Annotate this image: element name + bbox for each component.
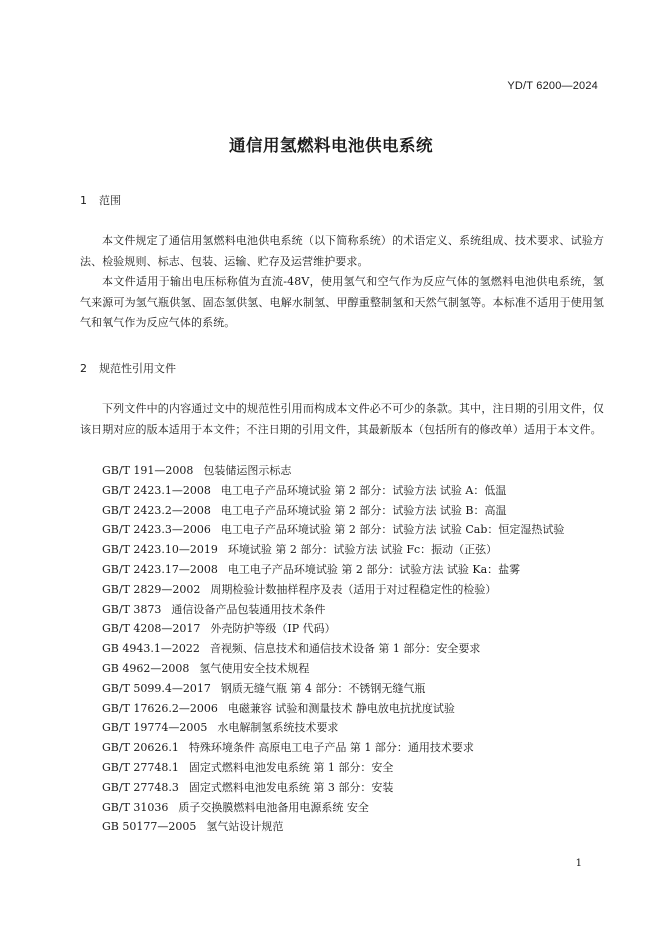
paragraph-references-intro: 下列文件中的内容通过文中的规范性引用而构成本文件必不可少的条款。其中，注日期的引用文件，仅该日期对应的版本适用于本文件；不注日期的引用文件，其最新版本（包括所有的修改单）适用于本文件。 bbox=[80, 402, 604, 436]
reference-item bbox=[102, 580, 602, 600]
reference-item bbox=[102, 501, 602, 521]
reference-item bbox=[102, 738, 602, 758]
reference-item bbox=[102, 817, 602, 837]
section-heading-scope bbox=[80, 192, 121, 208]
reference-title: 周期检验计数抽样程序及表（适用于对过程稳定性的检验） bbox=[210, 582, 497, 596]
reference-item bbox=[102, 461, 602, 481]
reference-item bbox=[102, 699, 602, 719]
reference-code: GB/T 19774—2005 bbox=[102, 721, 208, 735]
page-number: 1 bbox=[575, 858, 582, 869]
reference-item bbox=[102, 481, 602, 501]
reference-code: GB/T 17626.2—2006 bbox=[102, 701, 218, 715]
reference-item bbox=[102, 540, 602, 560]
reference-code: GB/T 2423.1—2008 bbox=[102, 483, 211, 497]
reference-code: GB 4943.1—2022 bbox=[102, 642, 200, 656]
reference-title: 电工电子产品环境试验 第 2 部分：试验方法 试验 Cab：恒定湿热试验 bbox=[220, 523, 565, 537]
reference-item bbox=[102, 778, 602, 798]
reference-item bbox=[102, 560, 602, 580]
reference-title: 电工电子产品环境试验 第 2 部分：试验方法 试验 A：低温 bbox=[220, 483, 507, 497]
reference-title: 电工电子产品环境试验 第 2 部分：试验方法 试验 B：高温 bbox=[220, 503, 507, 517]
section-title: 范围 bbox=[99, 194, 121, 207]
reference-title: 固定式燃料电池发电系统 第 3 部分：安装 bbox=[188, 780, 394, 794]
reference-item bbox=[102, 600, 602, 620]
section-title: 规范性引用文件 bbox=[99, 362, 176, 375]
reference-title: 电磁兼容 试验和测量技术 静电放电抗扰度试验 bbox=[227, 701, 455, 715]
reference-code: GB 50177—2005 bbox=[102, 820, 197, 834]
reference-title: 质子交换膜燃料电池备用电源系统 安全 bbox=[178, 800, 369, 814]
reference-code: GB/T 5099.4—2017 bbox=[102, 681, 211, 695]
reference-title: 水电解制氢系统技术要求 bbox=[217, 721, 339, 735]
reference-title: 环境试验 第 2 部分：试验方法 试验 Fc：振动（正弦） bbox=[227, 543, 498, 557]
paragraph-scope-1: 本文件规定了通信用氢燃料电池供电系统（以下简称系统）的术语定义、系统组成、技术要求、试验方法、检验规则、标志、包装、运输、贮存及运营维护要求。 bbox=[80, 234, 604, 268]
reference-code: GB/T 4208—2017 bbox=[102, 622, 201, 636]
reference-title: 音视频、信息技术和通信技术设备 第 1 部分：安全要求 bbox=[209, 642, 481, 656]
reference-item bbox=[102, 758, 602, 778]
reference-title: 通信设备产品包装通用技术条件 bbox=[171, 602, 326, 616]
reference-item bbox=[102, 659, 602, 679]
reference-item bbox=[102, 798, 602, 818]
page-title: 通信用氢燃料电池供电系统 bbox=[229, 136, 433, 155]
section-number: 1 bbox=[80, 194, 87, 207]
standard-code: YD/T 6200—2024 bbox=[507, 80, 598, 92]
reference-code: GB/T 2423.2—2008 bbox=[102, 503, 211, 517]
reference-code: GB/T 2423.3—2006 bbox=[102, 523, 211, 537]
reference-item bbox=[102, 639, 602, 659]
reference-code: GB/T 191—2008 bbox=[102, 464, 194, 477]
reference-title: 固定式燃料电池发电系统 第 1 部分：安全 bbox=[188, 760, 394, 774]
reference-code: GB/T 27748.3 bbox=[102, 780, 179, 794]
reference-title: 包装储运图示标志 bbox=[203, 464, 292, 477]
reference-code: GB/T 3873 bbox=[102, 602, 162, 616]
reference-title: 外壳防护等级（IP 代码） bbox=[210, 622, 336, 636]
reference-code: GB/T 2423.17—2008 bbox=[102, 562, 218, 576]
reference-code: GB/T 27748.1 bbox=[102, 760, 179, 774]
reference-code: GB/T 20626.1 bbox=[102, 741, 179, 755]
reference-item bbox=[102, 520, 602, 540]
reference-title: 氢气站设计规范 bbox=[206, 820, 284, 834]
reference-title: 电工电子产品环境试验 第 2 部分：试验方法 试验 Ka：盐雾 bbox=[227, 562, 521, 576]
section-number: 2 bbox=[80, 362, 87, 375]
reference-item bbox=[102, 718, 602, 738]
reference-code: GB/T 2829—2002 bbox=[102, 582, 201, 596]
section-heading-normative-references bbox=[80, 360, 176, 376]
reference-code: GB/T 31036 bbox=[102, 800, 169, 814]
paragraph-scope-2: 本文件适用于输出电压标称值为直流-48V，使用氢气和空气作为反应气体的氢燃料电池供电系统，氢气来源可为氢气瓶供氢、固态氢供氢、电解水制氢、甲醇重整制氢和天然气制氢等。本标准不适用于使用氢气和氧气作为反应气体的系统。 bbox=[80, 275, 604, 329]
reference-title: 特殊环境条件 高原电工电子产品 第 1 部分：通用技术要求 bbox=[188, 741, 474, 755]
reference-title: 氢气使用安全技术规程 bbox=[199, 661, 310, 675]
reference-item bbox=[102, 679, 602, 699]
reference-item bbox=[102, 619, 602, 639]
reference-list bbox=[102, 461, 602, 837]
reference-title: 钢质无缝气瓶 第 4 部分：不锈钢无缝气瓶 bbox=[220, 681, 426, 695]
reference-code: GB 4962—2008 bbox=[102, 661, 190, 675]
reference-code: GB/T 2423.10—2019 bbox=[102, 543, 218, 557]
